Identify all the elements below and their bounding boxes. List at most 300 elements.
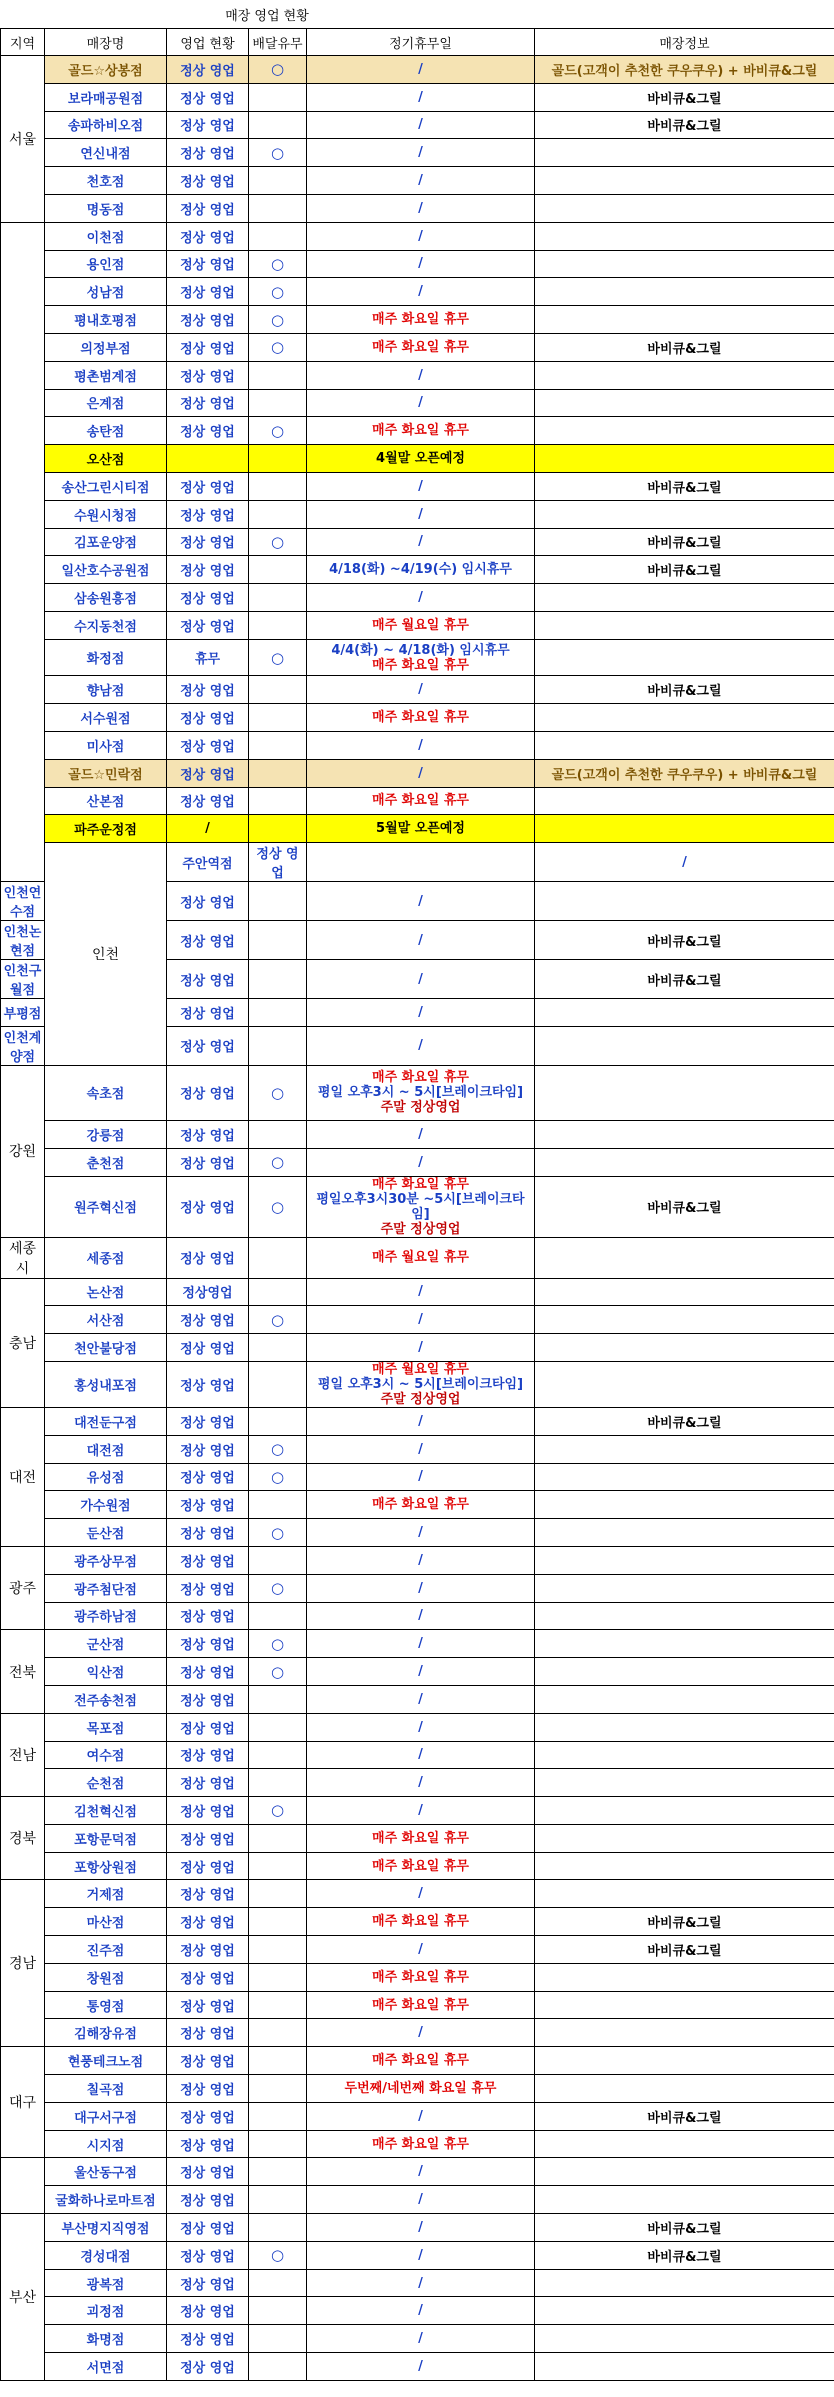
closed-day: / bbox=[307, 2186, 535, 2214]
region-cell: 충남 bbox=[1, 1278, 45, 1407]
store-name: 인천논현점 bbox=[1, 921, 45, 960]
store-name: 산본점 bbox=[45, 787, 167, 815]
store-name: 김포운양점 bbox=[45, 528, 167, 556]
store-info bbox=[535, 1120, 834, 1148]
store-name: 향남점 bbox=[45, 676, 167, 704]
table-row bbox=[1, 611, 834, 639]
operation-status: 정상 영업 bbox=[167, 882, 249, 921]
region-cell bbox=[1, 2158, 45, 2214]
store-info: 바비큐&그릴 bbox=[535, 528, 834, 556]
store-name: 의정부점 bbox=[45, 333, 167, 361]
store-name: 인천계양점 bbox=[1, 1026, 45, 1065]
delivery-mark bbox=[249, 1237, 307, 1278]
table-row bbox=[1, 1852, 834, 1880]
operation-status: 정상 영업 bbox=[167, 1602, 249, 1630]
table-row bbox=[1, 2186, 834, 2214]
store-info bbox=[535, 2186, 834, 2214]
table-row bbox=[1, 83, 834, 111]
delivery-mark bbox=[249, 194, 307, 222]
store-info bbox=[535, 1741, 834, 1769]
header-operation: 영업 현황 bbox=[167, 29, 249, 56]
operation-status: 정상 영업 bbox=[167, 1065, 249, 1120]
table-row bbox=[1, 1334, 834, 1362]
table-row bbox=[1, 1176, 834, 1237]
table-row bbox=[1, 222, 834, 250]
delivery-mark bbox=[249, 2214, 307, 2242]
delivery-mark bbox=[249, 2075, 307, 2103]
store-name: 명동점 bbox=[45, 194, 167, 222]
delivery-mark bbox=[249, 445, 307, 473]
delivery-mark bbox=[249, 556, 307, 584]
header-region: 지역 bbox=[1, 29, 45, 56]
region-cell bbox=[1, 222, 45, 881]
store-info bbox=[535, 2353, 834, 2381]
delivery-mark bbox=[249, 2325, 307, 2353]
store-name: 광주하남점 bbox=[45, 1602, 167, 1630]
closed-day: / bbox=[307, 1546, 535, 1574]
store-name: 괴정점 bbox=[45, 2297, 167, 2325]
delivery-mark: ○ bbox=[249, 333, 307, 361]
store-info bbox=[535, 2325, 834, 2353]
operation-status: 정상 영업 bbox=[167, 250, 249, 278]
operation-status: 정상 영업 bbox=[167, 1491, 249, 1519]
operation-status: 정상 영업 bbox=[167, 1824, 249, 1852]
closed-day: / bbox=[307, 731, 535, 759]
store-name: 순천점 bbox=[45, 1769, 167, 1797]
operation-status: / bbox=[167, 815, 249, 843]
closed-day-line: 매주 화요일 휴무 bbox=[372, 1070, 469, 1086]
closed-day: / bbox=[307, 1741, 535, 1769]
delivery-mark bbox=[249, 1334, 307, 1362]
delivery-mark: ○ bbox=[249, 1658, 307, 1686]
closed-day: / bbox=[307, 1713, 535, 1741]
table-row bbox=[1, 250, 834, 278]
closed-day: 매주 월요일 휴무 bbox=[307, 611, 535, 639]
table-row bbox=[1, 1991, 834, 2019]
delivery-mark bbox=[249, 676, 307, 704]
table-row bbox=[1, 1880, 834, 1908]
store-name: 대구서구점 bbox=[45, 2102, 167, 2130]
closed-day: / bbox=[307, 2297, 535, 2325]
table-row bbox=[1, 1769, 834, 1797]
closed-day: 매주 화요일 휴무 bbox=[307, 333, 535, 361]
store-name: 인천구월점 bbox=[1, 960, 45, 999]
operation-status: 정상 영업 bbox=[167, 139, 249, 167]
store-info: 바비큐&그릴 bbox=[535, 472, 834, 500]
delivery-mark: ○ bbox=[249, 1065, 307, 1120]
operation-status: 정상 영업 bbox=[167, 2158, 249, 2186]
store-rows bbox=[1, 56, 834, 2381]
delivery-mark bbox=[249, 2047, 307, 2075]
operation-status bbox=[167, 445, 249, 473]
store-name: 일산호수공원점 bbox=[45, 556, 167, 584]
delivery-mark: ○ bbox=[249, 139, 307, 167]
table-row bbox=[1, 676, 834, 704]
operation-status: 정상 영업 bbox=[167, 1237, 249, 1278]
store-name: 춘천점 bbox=[45, 1148, 167, 1176]
store-name: 굴화하나로마트점 bbox=[45, 2186, 167, 2214]
delivery-mark bbox=[249, 1361, 307, 1407]
region-cell: 세종시 bbox=[1, 1237, 45, 1278]
operation-status: 정상 영업 bbox=[167, 787, 249, 815]
sheet-title: 매장 영업 현황 bbox=[225, 8, 309, 24]
closed-day: / bbox=[307, 960, 535, 999]
table-row bbox=[1, 584, 834, 612]
store-name: 송파하비오점 bbox=[45, 111, 167, 139]
store-name: 화정점 bbox=[45, 639, 167, 676]
closed-day: 매주 화요일 휴무 bbox=[307, 306, 535, 334]
store-name: 서산점 bbox=[45, 1306, 167, 1334]
store-info bbox=[535, 1602, 834, 1630]
store-name: 여수점 bbox=[45, 1741, 167, 1769]
store-info bbox=[535, 1361, 834, 1407]
delivery-mark bbox=[249, 2353, 307, 2381]
table-row bbox=[1, 1685, 834, 1713]
table-row bbox=[1, 1519, 834, 1547]
closed-day: 매주 화요일 휴무 bbox=[307, 2047, 535, 2075]
store-name: 수원시청점 bbox=[45, 500, 167, 528]
operation-status: 정상 영업 bbox=[167, 528, 249, 556]
store-name: 평내호평점 bbox=[45, 306, 167, 334]
closed-day: / bbox=[307, 222, 535, 250]
store-info bbox=[535, 1963, 834, 1991]
closed-day: / bbox=[307, 1435, 535, 1463]
store-name: 거제점 bbox=[45, 1880, 167, 1908]
table-row bbox=[1, 815, 834, 843]
operation-status: 정상 영업 bbox=[167, 167, 249, 195]
operation-status: 휴무 bbox=[167, 639, 249, 676]
header-closed-day: 정기휴무일 bbox=[307, 29, 535, 56]
closed-day-line: 매주 화요일 휴무 bbox=[372, 1176, 469, 1192]
store-name: 천호점 bbox=[45, 167, 167, 195]
delivery-mark: ○ bbox=[249, 1630, 307, 1658]
delivery-mark bbox=[249, 999, 307, 1027]
closed-day: 매주 화요일 휴무 bbox=[307, 704, 535, 732]
closed-day: / bbox=[307, 1334, 535, 1362]
operation-status: 정상 영업 bbox=[167, 56, 249, 84]
header-delivery: 배달유무 bbox=[249, 29, 307, 56]
operation-status: 정상 영업 bbox=[167, 1908, 249, 1936]
operation-status: 정상 영업 bbox=[167, 1741, 249, 1769]
operation-status: 정상 영업 bbox=[167, 1148, 249, 1176]
delivery-mark: ○ bbox=[249, 1306, 307, 1334]
operation-status: 정상 영업 bbox=[167, 1120, 249, 1148]
operation-status: 정상 영업 bbox=[167, 2075, 249, 2103]
store-info bbox=[535, 611, 834, 639]
store-name: 삼송원흥점 bbox=[45, 584, 167, 612]
store-name: 창원점 bbox=[45, 1963, 167, 1991]
table-row bbox=[1, 1435, 834, 1463]
table-row bbox=[1, 2325, 834, 2353]
store-info bbox=[535, 2047, 834, 2075]
closed-day: / bbox=[307, 528, 535, 556]
region-cell: 광주 bbox=[1, 1546, 45, 1629]
closed-day: / bbox=[307, 1685, 535, 1713]
store-info bbox=[535, 1278, 834, 1306]
store-name: 통영점 bbox=[45, 1991, 167, 2019]
delivery-mark bbox=[249, 222, 307, 250]
region-cell: 전남 bbox=[1, 1713, 45, 1796]
delivery-mark bbox=[249, 472, 307, 500]
store-name: 송산그린시티점 bbox=[45, 472, 167, 500]
closed-day: 매주 화요일 휴무 bbox=[307, 1491, 535, 1519]
table-row bbox=[1, 306, 834, 334]
operation-status: 정상 영업 bbox=[167, 194, 249, 222]
store-info bbox=[535, 2269, 834, 2297]
table-row bbox=[1, 704, 834, 732]
region-cell: 인천 bbox=[45, 843, 167, 1066]
delivery-mark bbox=[307, 843, 535, 882]
delivery-mark bbox=[249, 2102, 307, 2130]
store-name: 익산점 bbox=[45, 1658, 167, 1686]
operation-status: 정상 영업 bbox=[167, 1546, 249, 1574]
table-row bbox=[1, 639, 834, 676]
delivery-mark: ○ bbox=[249, 1463, 307, 1491]
store-name: 오산점 bbox=[45, 445, 167, 473]
delivery-mark: ○ bbox=[249, 250, 307, 278]
delivery-mark: ○ bbox=[249, 1574, 307, 1602]
store-name: 포항문덕점 bbox=[45, 1824, 167, 1852]
closed-day bbox=[307, 1361, 535, 1407]
store-name: 용인점 bbox=[45, 250, 167, 278]
operation-status: 정상 영업 bbox=[167, 556, 249, 584]
closed-day bbox=[307, 639, 535, 676]
closed-day: / bbox=[307, 1797, 535, 1825]
store-name: 칠곡점 bbox=[45, 2075, 167, 2103]
delivery-mark bbox=[249, 1685, 307, 1713]
table-row bbox=[1, 1741, 834, 1769]
store-info bbox=[535, 1463, 834, 1491]
operation-status: 정상 영업 bbox=[167, 472, 249, 500]
store-name: 보라매공원점 bbox=[45, 83, 167, 111]
store-name: 대전점 bbox=[45, 1435, 167, 1463]
delivery-mark bbox=[249, 1880, 307, 1908]
store-name: 미사점 bbox=[45, 731, 167, 759]
store-info: 바비큐&그릴 bbox=[535, 2102, 834, 2130]
store-info bbox=[535, 1630, 834, 1658]
store-info: 바비큐&그릴 bbox=[535, 83, 834, 111]
delivery-mark bbox=[249, 83, 307, 111]
store-info: 바비큐&그릴 bbox=[535, 111, 834, 139]
closed-day: / bbox=[307, 1658, 535, 1686]
operation-status: 정상 영업 bbox=[167, 1361, 249, 1407]
closed-day: / bbox=[307, 1574, 535, 1602]
operation-status: 정상 영업 bbox=[167, 361, 249, 389]
delivery-mark: ○ bbox=[249, 1797, 307, 1825]
closed-day bbox=[307, 1176, 535, 1237]
store-info: 바비큐&그릴 bbox=[535, 1407, 834, 1435]
closed-day: / bbox=[307, 1148, 535, 1176]
store-name: 시지점 bbox=[45, 2130, 167, 2158]
store-info bbox=[535, 1824, 834, 1852]
operation-status: 정상 영업 bbox=[167, 704, 249, 732]
delivery-mark bbox=[249, 1491, 307, 1519]
operation-status: 정상 영업 bbox=[167, 1435, 249, 1463]
table-row bbox=[1, 2047, 834, 2075]
store-info bbox=[535, 1713, 834, 1741]
table-row bbox=[1, 194, 834, 222]
table-row bbox=[1, 389, 834, 417]
delivery-mark bbox=[249, 1991, 307, 2019]
closed-day: / bbox=[307, 56, 535, 84]
table-row bbox=[1, 1936, 834, 1964]
store-info bbox=[535, 306, 834, 334]
closed-day: / bbox=[307, 389, 535, 417]
store-info: 바비큐&그릴 bbox=[535, 333, 834, 361]
store-name: 화명점 bbox=[45, 2325, 167, 2353]
delivery-mark bbox=[249, 731, 307, 759]
closed-day: 매주 화요일 휴무 bbox=[307, 2130, 535, 2158]
table-row bbox=[1, 1237, 834, 1278]
store-info bbox=[535, 882, 834, 921]
operation-status: 정상 영업 bbox=[167, 1658, 249, 1686]
store-info bbox=[535, 1852, 834, 1880]
region-cell: 경남 bbox=[1, 1880, 45, 2047]
table-row bbox=[1, 843, 834, 882]
store-info bbox=[535, 1685, 834, 1713]
header-store-name: 매장명 bbox=[45, 29, 167, 56]
delivery-mark bbox=[249, 2130, 307, 2158]
closed-day: / bbox=[307, 83, 535, 111]
table-row bbox=[1, 1908, 834, 1936]
table-row bbox=[1, 2158, 834, 2186]
delivery-mark bbox=[249, 704, 307, 732]
store-name: 송탄점 bbox=[45, 417, 167, 445]
closed-day: / bbox=[307, 1769, 535, 1797]
operation-status: 정상 영업 bbox=[167, 83, 249, 111]
operation-status: 정상 영업 bbox=[167, 676, 249, 704]
store-name: 포항상원점 bbox=[45, 1852, 167, 1880]
closed-day: / bbox=[307, 584, 535, 612]
closed-day-line: 매주 월요일 휴무 bbox=[372, 1361, 469, 1377]
operation-status: 정상 영업 bbox=[167, 2019, 249, 2047]
delivery-mark bbox=[249, 2019, 307, 2047]
operation-status: 정상 영업 bbox=[167, 1936, 249, 1964]
table-row bbox=[1, 2269, 834, 2297]
delivery-mark bbox=[249, 1026, 307, 1065]
store-info: 골드(고객이 추천한 쿠우쿠우) + 바비큐&그릴 bbox=[535, 759, 834, 787]
store-name: 광주상무점 bbox=[45, 1546, 167, 1574]
delivery-mark bbox=[249, 584, 307, 612]
region-cell: 대구 bbox=[1, 2047, 45, 2158]
title-row bbox=[0, 0, 834, 28]
store-info bbox=[535, 222, 834, 250]
delivery-mark bbox=[249, 1824, 307, 1852]
table-row bbox=[1, 2130, 834, 2158]
store-name: 부산명지직영점 bbox=[45, 2214, 167, 2242]
store-info: 바비큐&그릴 bbox=[535, 1176, 834, 1237]
operation-status: 정상 영업 bbox=[167, 2186, 249, 2214]
store-name: 인천연수점 bbox=[1, 882, 45, 921]
closed-day: 매주 화요일 휴무 bbox=[307, 1991, 535, 2019]
store-name: 목포점 bbox=[45, 1713, 167, 1741]
store-info bbox=[535, 1237, 834, 1278]
store-info bbox=[535, 999, 834, 1027]
table-row bbox=[1, 1602, 834, 1630]
region-cell: 전북 bbox=[1, 1630, 45, 1713]
store-info bbox=[535, 278, 834, 306]
store-info bbox=[535, 250, 834, 278]
store-info: 바비큐&그릴 bbox=[535, 676, 834, 704]
store-info bbox=[535, 1546, 834, 1574]
table-row bbox=[1, 2214, 834, 2242]
closed-day: / bbox=[307, 921, 535, 960]
operation-status: 정상 영업 bbox=[167, 731, 249, 759]
table-row bbox=[1, 2297, 834, 2325]
table-row bbox=[1, 2075, 834, 2103]
store-info: 바비큐&그릴 bbox=[535, 2214, 834, 2242]
closed-day: / bbox=[535, 843, 834, 882]
store-info bbox=[535, 2130, 834, 2158]
closed-day-line: 평일오후3시30분 ~5시[브레이크타 bbox=[316, 1191, 525, 1207]
closed-day: / bbox=[307, 1407, 535, 1435]
store-info bbox=[535, 639, 834, 676]
region-cell: 대전 bbox=[1, 1407, 45, 1546]
table-row bbox=[1, 731, 834, 759]
delivery-mark bbox=[249, 759, 307, 787]
operation-status: 정상 영업 bbox=[167, 1519, 249, 1547]
operation-status: 정상 영업 bbox=[167, 1630, 249, 1658]
store-name: 진주점 bbox=[45, 1936, 167, 1964]
operation-status: 정상 영업 bbox=[167, 1176, 249, 1237]
closed-day: 매주 화요일 휴무 bbox=[307, 1824, 535, 1852]
delivery-mark: ○ bbox=[249, 306, 307, 334]
delivery-mark bbox=[249, 921, 307, 960]
closed-day: / bbox=[307, 2325, 535, 2353]
table-row bbox=[1, 787, 834, 815]
closed-day: / bbox=[307, 1519, 535, 1547]
closed-day: 매주 화요일 휴무 bbox=[307, 417, 535, 445]
delivery-mark bbox=[249, 2269, 307, 2297]
store-name: 김천혁신점 bbox=[45, 1797, 167, 1825]
table-row bbox=[1, 2241, 834, 2269]
store-info bbox=[535, 1880, 834, 1908]
closed-day bbox=[307, 1065, 535, 1120]
store-info bbox=[535, 1574, 834, 1602]
closed-day: / bbox=[307, 1602, 535, 1630]
store-name: 수지동천점 bbox=[45, 611, 167, 639]
store-info bbox=[535, 704, 834, 732]
delivery-mark bbox=[249, 2297, 307, 2325]
delivery-mark bbox=[249, 1407, 307, 1435]
closed-day: / bbox=[307, 2214, 535, 2242]
delivery-mark bbox=[249, 1602, 307, 1630]
closed-day: / bbox=[307, 2158, 535, 2186]
store-info bbox=[535, 389, 834, 417]
region-cell: 서울 bbox=[1, 56, 45, 223]
store-name: 울산동구점 bbox=[45, 2158, 167, 2186]
operation-status: 정상 영업 bbox=[167, 1852, 249, 1880]
store-info bbox=[535, 417, 834, 445]
closed-day: / bbox=[307, 194, 535, 222]
closed-day: / bbox=[307, 1880, 535, 1908]
closed-day: 매주 화요일 휴무 bbox=[307, 1852, 535, 1880]
closed-day-line: 평일 오후3시 ~ 5시[브레이크타임] bbox=[317, 1376, 524, 1392]
store-name: 유성점 bbox=[45, 1463, 167, 1491]
operation-status: 정상 영업 bbox=[167, 2214, 249, 2242]
store-info bbox=[535, 584, 834, 612]
store-info bbox=[535, 1991, 834, 2019]
store-name: 이천점 bbox=[45, 222, 167, 250]
store-name: 성남점 bbox=[45, 278, 167, 306]
delivery-mark: ○ bbox=[249, 639, 307, 676]
store-info bbox=[535, 194, 834, 222]
delivery-mark bbox=[249, 361, 307, 389]
closed-day-line: 임] bbox=[411, 1206, 430, 1222]
table-row bbox=[1, 1278, 834, 1306]
closed-day: / bbox=[307, 999, 535, 1027]
region-cell: 강원 bbox=[1, 1065, 45, 1237]
